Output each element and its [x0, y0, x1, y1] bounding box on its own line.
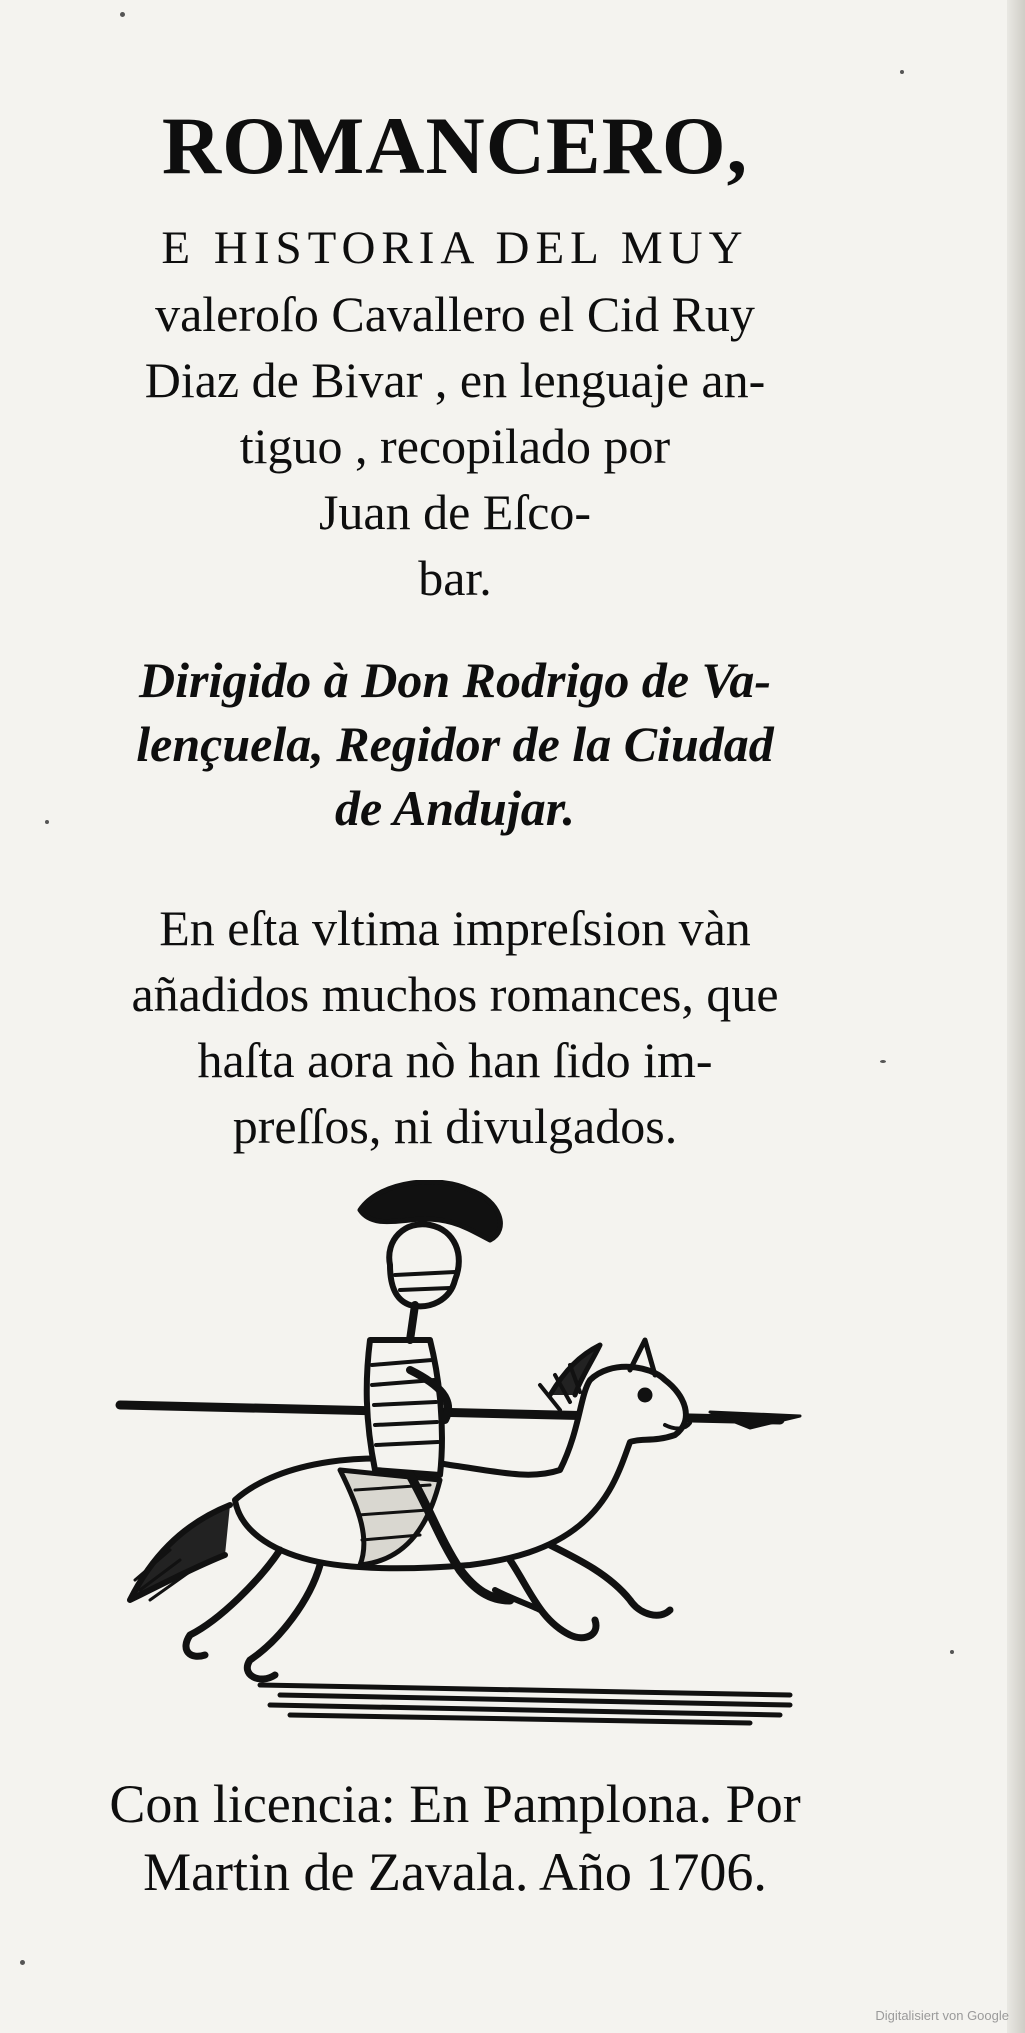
- ink-speck: [45, 820, 49, 824]
- ink-speck: [950, 1650, 954, 1654]
- digitization-watermark: Digitalisiert von Google: [875, 2008, 1009, 2023]
- edition-note-line: haſta aora nò han ſido im-: [197, 1032, 713, 1088]
- ink-speck: [120, 12, 125, 17]
- subtitle-line: E HISTORIA DEL MUY: [161, 222, 749, 274]
- ink-speck: [20, 1960, 25, 1965]
- subtitle-line: tiguo , recopilado por: [239, 418, 671, 474]
- ink-speck: [880, 1060, 886, 1063]
- edition-note-line: añadidos muchos romances, que: [131, 966, 779, 1022]
- subtitle-line: bar.: [418, 550, 492, 606]
- imprint-line: Con licencia: En Pamplona. Por: [109, 1774, 801, 1834]
- ink-speck: [900, 70, 904, 74]
- edition-note-line: En eſta vltima impreſsion vàn: [159, 900, 751, 956]
- knight-on-horse-woodcut-icon: [110, 1180, 810, 1740]
- edition-note: [60, 895, 850, 1159]
- edition-note-line: preſſos, ni divulgados.: [232, 1098, 678, 1154]
- dedication-line: de Andujar.: [335, 780, 575, 836]
- subtitle-line: Diaz de Bivar , en lenguaje an-: [144, 352, 766, 408]
- page-edge-shadow: [1007, 0, 1025, 2033]
- book-title: ROMANCERO,: [161, 100, 749, 191]
- dedication: [60, 648, 850, 840]
- dedication-line: lençuela, Regidor de la Ciudad: [136, 716, 774, 772]
- imprint: [60, 1770, 850, 1906]
- subtitle-line: valeroſo Cavallero el Cid Ruy: [155, 286, 755, 342]
- dedication-line: Dirigido à Don Rodrigo de Va-: [138, 652, 771, 708]
- imprint-line: Martin de Zavala. Año 1706.: [143, 1842, 767, 1902]
- subtitle-line: Juan de Eſco-: [318, 484, 592, 540]
- book-subtitle: [60, 215, 850, 611]
